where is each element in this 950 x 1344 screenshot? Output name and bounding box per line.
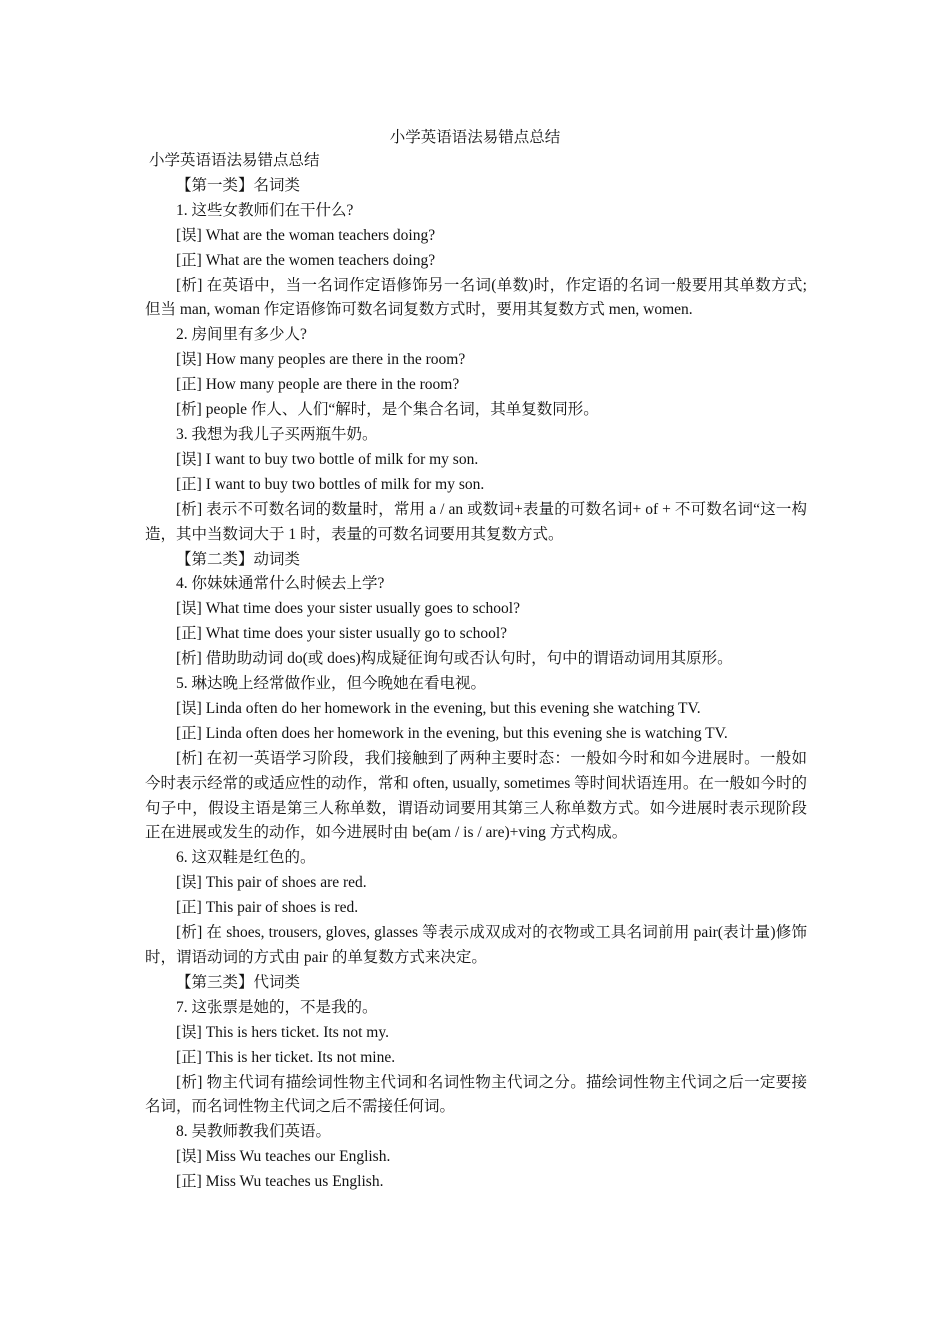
analysis-6: [析] 在 shoes, trousers, gloves, glasses 等表示成双成对的衣物或工具名词前用 pair(表计量)修饰时，谓语动词的方式由 pair 的单复数方式来决定。 — [145, 924, 807, 966]
question-2: 2. 房间里有多少人? — [176, 326, 307, 344]
analysis-7: [析] 物主代词有描绘词性物主代词和名词性物主代词之分。描绘词性物主代词之后一定要接名词，而名词性物主代词之后不需接任何词。 — [145, 1073, 807, 1116]
question-8: 8. 吴教师教我们英语。 — [176, 1123, 332, 1141]
analysis-4: [析] 借助助动词 do(或 does)构成疑征询句或否认句时，句中的谓语动词用其原形。 — [176, 650, 733, 668]
correct-4: [正] What time does your sister usually go to school? — [176, 625, 508, 643]
correct-3: [正] I want to buy two bottles of milk for my son. — [176, 475, 485, 493]
document-body — [145, 149, 807, 1195]
question-4: 4. 你妹妹通常什么时候去上学? — [176, 575, 385, 593]
analysis-5: [析] 在初一英语学习阶段，我们接触到了两种主要时态：一般如今时和如今进展时。一般如今时表示经常的或适应性的动作，常和 often, usually, sometimes 等时间状语连用。在一般如今时的句子中，假设主语是第三人称单数，谓语动词要用其第三人称单数方式。如今进展时表示现阶段正在进展或发生的动作，如今进展时由 be(am / is / are)+ving 方式构成。 — [145, 749, 807, 842]
correct-1: [正] What are the women teachers doing? — [176, 251, 436, 269]
document-title: 小学英语语法易错点总结 — [389, 129, 561, 146]
wrong-2: [误] How many peoples are there in the room? — [176, 351, 466, 369]
analysis-2: [析] people 作人、人们“解时，是个集合名词，其单复数同形。 — [176, 401, 599, 419]
question-1: 1. 这些女教师们在干什么? — [176, 201, 354, 219]
analysis-1: [析] 在英语中，当一名词作定语修饰另一名词(单数)时，作定语的名词一般要用其单数方式;但当 man, woman 作定语修饰可数名词复数方式时，要用其复数方式 men, women. — [145, 276, 807, 319]
section-heading-pronouns: 【第三类】代词类 — [176, 973, 301, 991]
section-heading-nouns: 【第一类】名词类 — [176, 176, 301, 194]
section-heading-verbs: 【第二类】动词类 — [176, 550, 301, 568]
question-5: 5. 琳达晚上经常做作业，但今晚她在看电视。 — [176, 675, 487, 693]
correct-2: [正] How many people are there in the room? — [176, 376, 460, 394]
subtitle-line: 小学英语语法易错点总结 — [149, 152, 320, 169]
question-7: 7. 这张票是她的，不是我的。 — [176, 998, 378, 1016]
wrong-4: [误] What time does your sister usually goes to school? — [176, 600, 520, 618]
correct-5: [正] Linda often does her homework in the evening, but this evening she is watching TV. — [176, 724, 728, 742]
correct-6: [正] This pair of shoes is red. — [176, 899, 359, 917]
wrong-3: [误] I want to buy two bottle of milk for my son. — [176, 450, 479, 468]
wrong-5: [误] Linda often do her homework in the evening, but this evening she watching TV. — [176, 699, 701, 717]
wrong-8: [误] Miss Wu teaches our English. — [176, 1148, 391, 1166]
wrong-7: [误] This is hers ticket. Its not my. — [176, 1023, 389, 1041]
question-6: 6. 这双鞋是红色的。 — [176, 849, 316, 867]
correct-7: [正] This is her ticket. Its not mine. — [176, 1048, 396, 1066]
correct-8: [正] Miss Wu teaches us English. — [176, 1173, 384, 1191]
wrong-1: [误] What are the woman teachers doing? — [176, 226, 436, 244]
wrong-6: [误] This pair of shoes are red. — [176, 874, 367, 892]
question-3: 3. 我想为我儿子买两瓶牛奶。 — [176, 425, 378, 443]
analysis-3: [析] 表示不可数名词的数量时，常用 a / an 或数词+表量的可数名词+ of + 不可数名词“这一构造，其中当数词大于 1 时，表量的可数名词要用其复数方式。 — [145, 500, 807, 543]
